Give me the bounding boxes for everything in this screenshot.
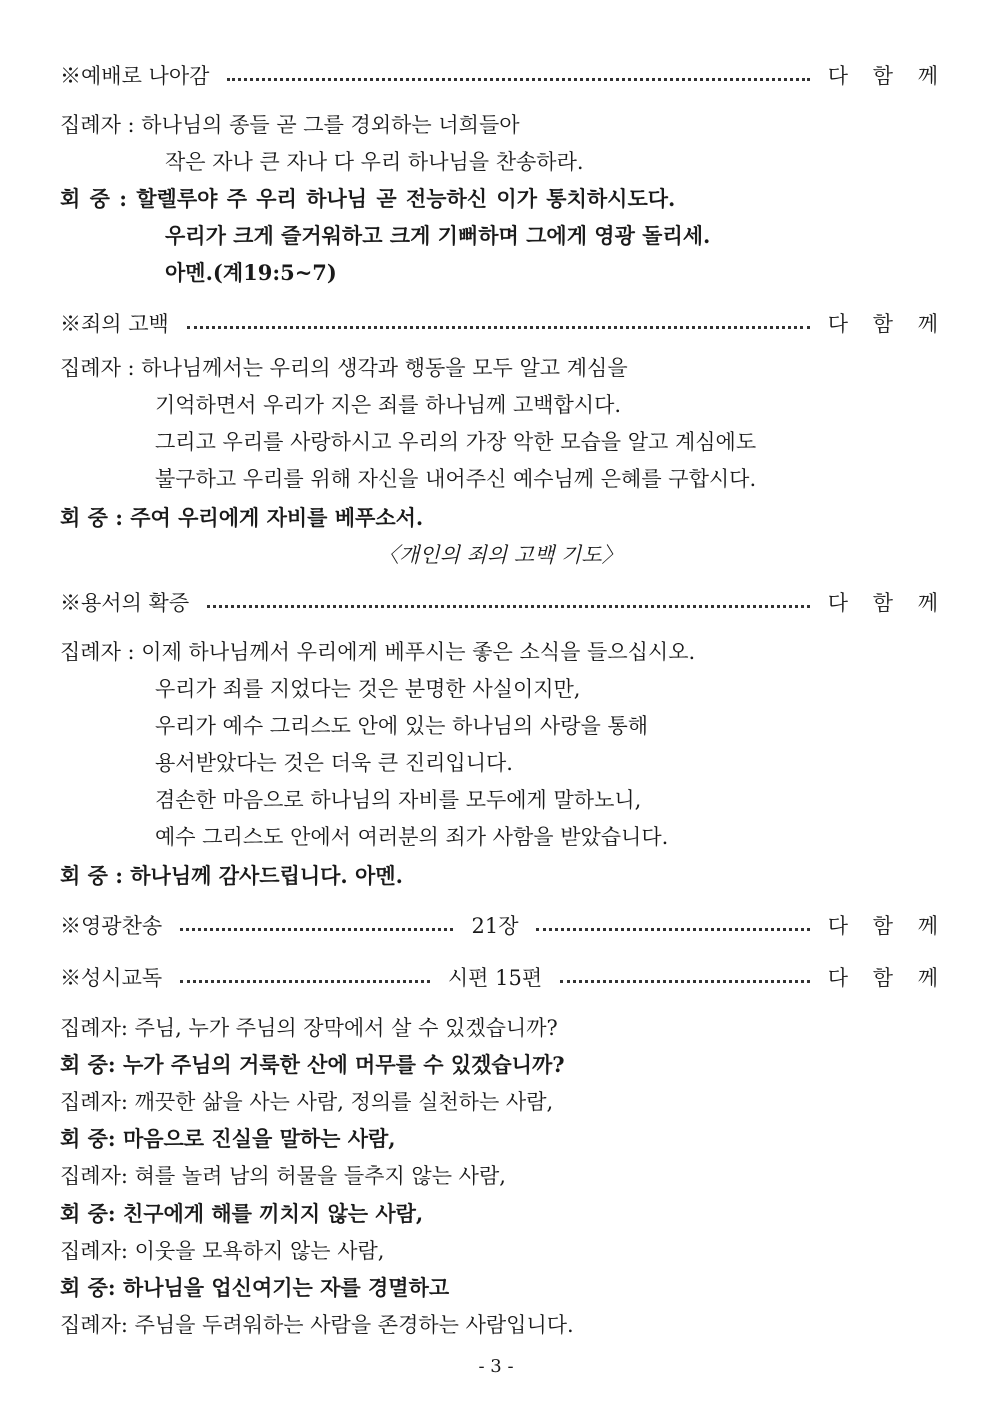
leader-line-cont: 기억하면서 우리가 지은 죄를 하나님께 고백합시다. (155, 393, 622, 417)
section-title: ※성시교독 (60, 966, 163, 990)
section-performer: 다 함 께 (827, 64, 947, 88)
congregation-line: 회 중 : 하나님께 감사드립니다. 아멘. (60, 863, 403, 888)
leader-dots (536, 928, 809, 931)
leader-line: 집례자: 주님을 두려워하는 사람을 존경하는 사람입니다. (60, 1313, 574, 1337)
section-header-assurance (60, 587, 947, 617)
section-title: ※영광찬송 (60, 914, 163, 938)
leader-line: 집례자: 이웃을 모욕하지 않는 사람, (60, 1239, 385, 1263)
leader-line: 집례자: 주님, 누가 주님의 장막에서 살 수 있겠습니까? (60, 1016, 558, 1040)
section-title: ※죄의 고백 (60, 312, 169, 336)
psalm-reference: 시편 15편 (447, 966, 543, 990)
leader-line-cont: 불구하고 우리를 위해 자신을 내어주신 예수님께 은혜를 구합시다. (155, 467, 757, 491)
prayer-note: 〈개인의 죄의 고백 기도〉 (378, 543, 623, 567)
section-header-call-to-worship (60, 60, 947, 90)
congregation-line: 회 중: 누가 주님의 거룩한 산에 머무를 수 있겠습니까? (60, 1052, 565, 1077)
section-header-gloria (60, 910, 948, 940)
congregation-line: 회 중 : 할렐루야 주 우리 하나님 곧 전능하신 이가 통치하시도다. (60, 186, 676, 211)
section-performer: 다 함 께 (827, 591, 947, 615)
leader-dots (560, 980, 810, 983)
section-header-responsive-reading (60, 962, 948, 992)
section-header-confession (60, 308, 947, 338)
section-title: ※예배로 나아감 (60, 64, 210, 88)
congregation-line: 회 중: 친구에게 해를 끼치지 않는 사람, (60, 1201, 424, 1226)
leader-line: 집례자: 깨끗한 삶을 사는 사람, 정의를 실천하는 사람, (60, 1090, 554, 1114)
leader-dots (180, 980, 430, 983)
leader-dots (187, 326, 810, 329)
leader-line-cont: 겸손한 마음으로 하나님의 자비를 모두에게 말하노니, (155, 788, 642, 812)
section-performer: 다 함 께 (827, 914, 948, 938)
leader-line: 집례자: 혀를 놀려 남의 허물을 들추지 않는 사람, (60, 1164, 506, 1188)
leader-line: 집례자 : 하나님께서는 우리의 생각과 행동을 모두 알고 계심을 (60, 356, 628, 380)
leader-dots (180, 928, 453, 931)
congregation-line: 회 중 : 주여 우리에게 자비를 베푸소서. (60, 505, 424, 530)
leader-line-cont: 작은 자나 큰 자나 다 우리 하나님을 찬송하라. (165, 150, 584, 174)
section-title: ※용서의 확증 (60, 591, 190, 615)
leader-line: 집례자 : 하나님의 종들 곧 그를 경외하는 너희들아 (60, 113, 520, 137)
leader-dots (227, 78, 809, 81)
section-performer: 다 함 께 (827, 966, 948, 990)
scripture-reference: 아멘.(계19:5~7) (165, 260, 337, 285)
leader-line-cont: 그리고 우리를 사랑하시고 우리의 가장 악한 모습을 알고 계심에도 (155, 430, 757, 454)
congregation-line: 회 중: 하나님을 업신여기는 자를 경멸하고 (60, 1275, 450, 1300)
leader-line-cont: 우리가 예수 그리스도 안에 있는 하나님의 사랑을 통해 (155, 714, 649, 738)
leader-line-cont: 용서받았다는 것은 더욱 큰 진리입니다. (155, 751, 513, 775)
hymn-number: 21장 (471, 914, 519, 938)
leader-dots (207, 605, 810, 608)
page-number: - 3 - (478, 1356, 514, 1377)
leader-line: 집례자 : 이제 하나님께서 우리에게 베푸시는 좋은 소식을 들으십시오. (60, 640, 696, 664)
leader-line-cont: 우리가 죄를 지었다는 것은 분명한 사실이지만, (155, 677, 581, 701)
congregation-line-cont: 우리가 크게 즐거워하고 크게 기뻐하며 그에게 영광 돌리세. (165, 223, 711, 248)
leader-line-cont: 예수 그리스도 안에서 여러분의 죄가 사함을 받았습니다. (155, 825, 669, 849)
section-performer: 다 함 께 (827, 312, 947, 336)
congregation-line: 회 중: 마음으로 진실을 말하는 사람, (60, 1126, 396, 1151)
